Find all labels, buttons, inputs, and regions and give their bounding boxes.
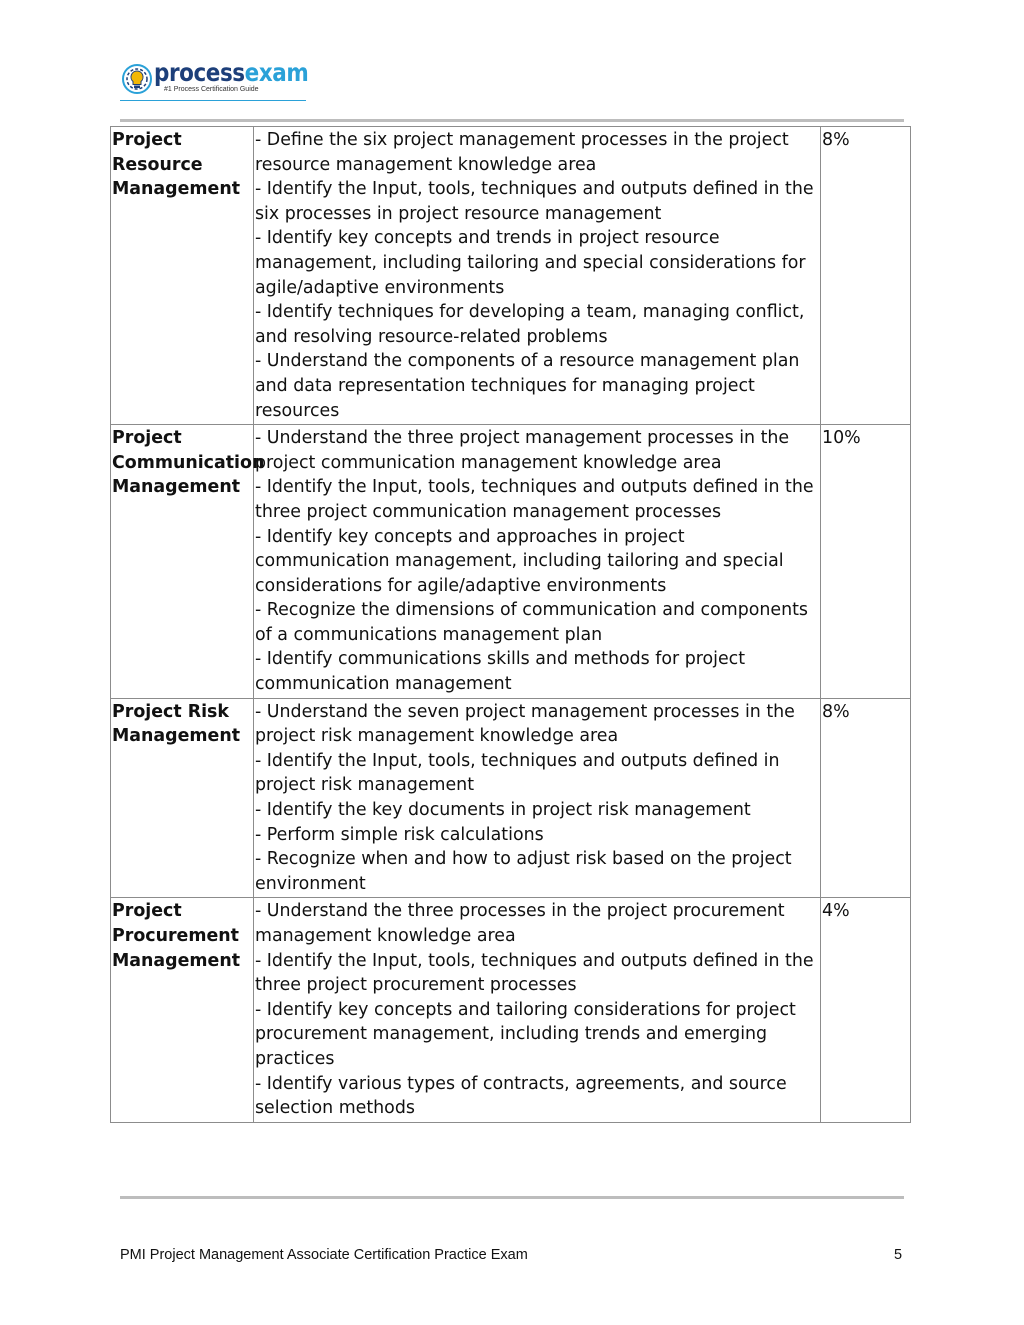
topic-item: - Understand the three processes in the project procurement management knowledge area <box>255 901 785 946</box>
topic-item: - Identify key concepts and tailoring considerations for project procurement management, including trends and emerging practices <box>255 999 796 1069</box>
topic-item: - Identify various types of contracts, agreements, and source selection methods <box>255 1073 787 1119</box>
page-number: 5 <box>894 1247 903 1263</box>
knowledge-area-cell: Project Procurement Management <box>111 898 254 1122</box>
topic-item: - Perform simple risk calculations <box>255 824 544 845</box>
topic-item: - Identify the Input, tools, techniques and outputs defined in the six processes in project resource management <box>255 179 814 224</box>
footer-divider <box>120 1196 904 1199</box>
processexam-logo <box>120 58 309 104</box>
header-divider <box>120 119 904 122</box>
table-row <box>111 698 911 898</box>
knowledge-area-cell: Project Communication Management <box>111 425 254 699</box>
knowledge-area-cell: Project Risk Management <box>111 698 254 898</box>
topic-item: - Understand the components of a resource management plan and data representation techniques for managing project resources <box>255 351 800 421</box>
logo-underline <box>120 100 306 101</box>
topic-item: - Identify communications skills and methods for project communication management <box>255 649 746 695</box>
topic-item: - Identify key concepts and approaches in project communication management, including tailoring and special considerations for agile/adaptive environments <box>255 526 784 596</box>
weight-cell: 8% <box>821 127 911 425</box>
weight-cell: 10% <box>821 425 911 699</box>
topic-item: - Identify the Input, tools, techniques and outputs defined in the three project procurement processes <box>255 950 814 996</box>
topic-item: - Define the six project management processes in the project resource management knowledge area <box>255 130 789 175</box>
footer-document-title: PMI Project Management Associate Certification Practice Exam <box>120 1247 528 1263</box>
topic-item: - Recognize the dimensions of communication and components of a communications management plan <box>255 600 808 645</box>
syllabus-table-body <box>111 127 911 1123</box>
table-row <box>111 127 911 425</box>
topic-item: - Understand the three project management processes in the project communication management knowledge area <box>255 428 790 473</box>
topics-cell <box>254 425 821 699</box>
topic-item: - Understand the seven project management processes in the project risk management knowledge area <box>255 701 795 747</box>
table-row <box>111 425 911 699</box>
topic-item: - Identify the key documents in project risk management <box>255 800 751 821</box>
topic-item: - Identify techniques for developing a team, managing conflict, and resolving resource-related problems <box>255 302 805 347</box>
knowledge-area-cell: Project Resource Management <box>111 127 254 425</box>
logo-tagline: #1 Process Certification Guide <box>164 86 259 93</box>
logo-word-exam: exam <box>244 58 309 87</box>
topics-cell <box>254 127 821 425</box>
lightbulb-gear-icon <box>120 62 154 96</box>
syllabus-table <box>110 126 911 1123</box>
logo-wordmark <box>154 58 308 88</box>
topics-cell <box>254 698 821 898</box>
topic-item: - Identify key concepts and trends in project resource management, including tailoring and special considerations for agile/adaptive environments <box>255 228 806 298</box>
table-row <box>111 898 911 1122</box>
topic-item: - Recognize when and how to adjust risk based on the project environment <box>255 849 792 894</box>
weight-cell: 4% <box>821 898 911 1122</box>
topic-item: - Identify the Input, tools, techniques and outputs defined in project risk management <box>255 750 780 796</box>
topics-cell <box>254 898 821 1122</box>
weight-cell: 8% <box>821 698 911 898</box>
logo-word-process: process <box>154 58 245 87</box>
topic-item: - Identify the Input, tools, techniques and outputs defined in the three project communication management processes <box>255 477 814 522</box>
